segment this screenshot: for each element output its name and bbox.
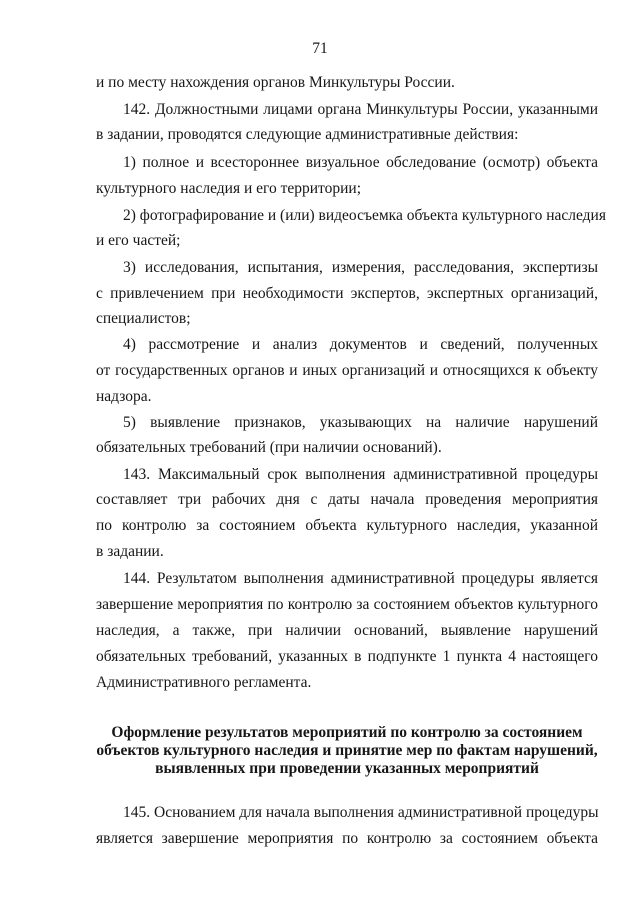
text-line: и по месту нахождения органов Минкультуры России. [96, 74, 455, 91]
text-line: с привлечением при необходимости экспертов, экспертных организаций, [96, 285, 598, 302]
text-line: от государственных органов и иных организаций и относящихся к объекту [96, 362, 598, 379]
text-line: 145. Основанием для начала выполнения административной процедуры [123, 804, 599, 821]
text-line: надзора. [96, 388, 152, 405]
section-heading-line: объектов культурного наследия и принятие мер по фактам нарушений, [96, 742, 598, 759]
text-line: 3) исследования, испытания, измерения, расследования, экспертизы [123, 259, 598, 276]
text-line: 4) рассмотрение и анализ документов и сведений, полученных [123, 336, 598, 353]
text-line: Административного регламента. [96, 674, 312, 691]
text-line: в задании. [96, 543, 164, 560]
text-line: и его частей; [96, 232, 181, 249]
text-line: культурного наследия и его территории; [96, 180, 362, 197]
text-line: по контролю за состоянием объекта культурного наследия, указанной [96, 517, 598, 534]
text-line: обязательных требований (при наличии оснований). [96, 439, 442, 456]
text-line: 144. Результатом выполнения административной процедуры является [123, 570, 598, 587]
text-line: 5) выявление признаков, указывающих на наличие нарушений [123, 414, 598, 431]
section-heading-line: Оформление результатов мероприятий по контролю за состоянием [111, 724, 583, 741]
text-line: 143. Максимальный срок выполнения административной процедуры [123, 466, 598, 483]
text-line: 2) фотографирование и (или) видеосъемка объекта культурного наследия [123, 207, 606, 224]
text-line: 1) полное и всестороннее визуальное обследование (осмотр) объекта [123, 154, 598, 171]
page-number: 71 [312, 40, 328, 57]
text-line: завершение мероприятия по контролю за состоянием объектов культурного [96, 596, 598, 613]
text-line: в задании, проводятся следующие административные действия: [96, 126, 519, 143]
section-heading-line: выявленных при проведении указанных мероприятий [155, 760, 539, 777]
text-line: обязательных требований, указанных в подпункте 1 пункта 4 настоящего [96, 648, 598, 665]
text-line: наследия, а также, при наличии оснований, выявление нарушений [96, 622, 598, 639]
text-line: специалистов; [96, 310, 191, 327]
text-line: составляет три рабочих дня с даты начала проведения мероприятия [96, 491, 598, 508]
text-line: является завершение мероприятия по контролю за состоянием объекта [96, 830, 598, 847]
text-line: 142. Должностными лицами органа Минкультуры России, указанными [123, 101, 598, 118]
